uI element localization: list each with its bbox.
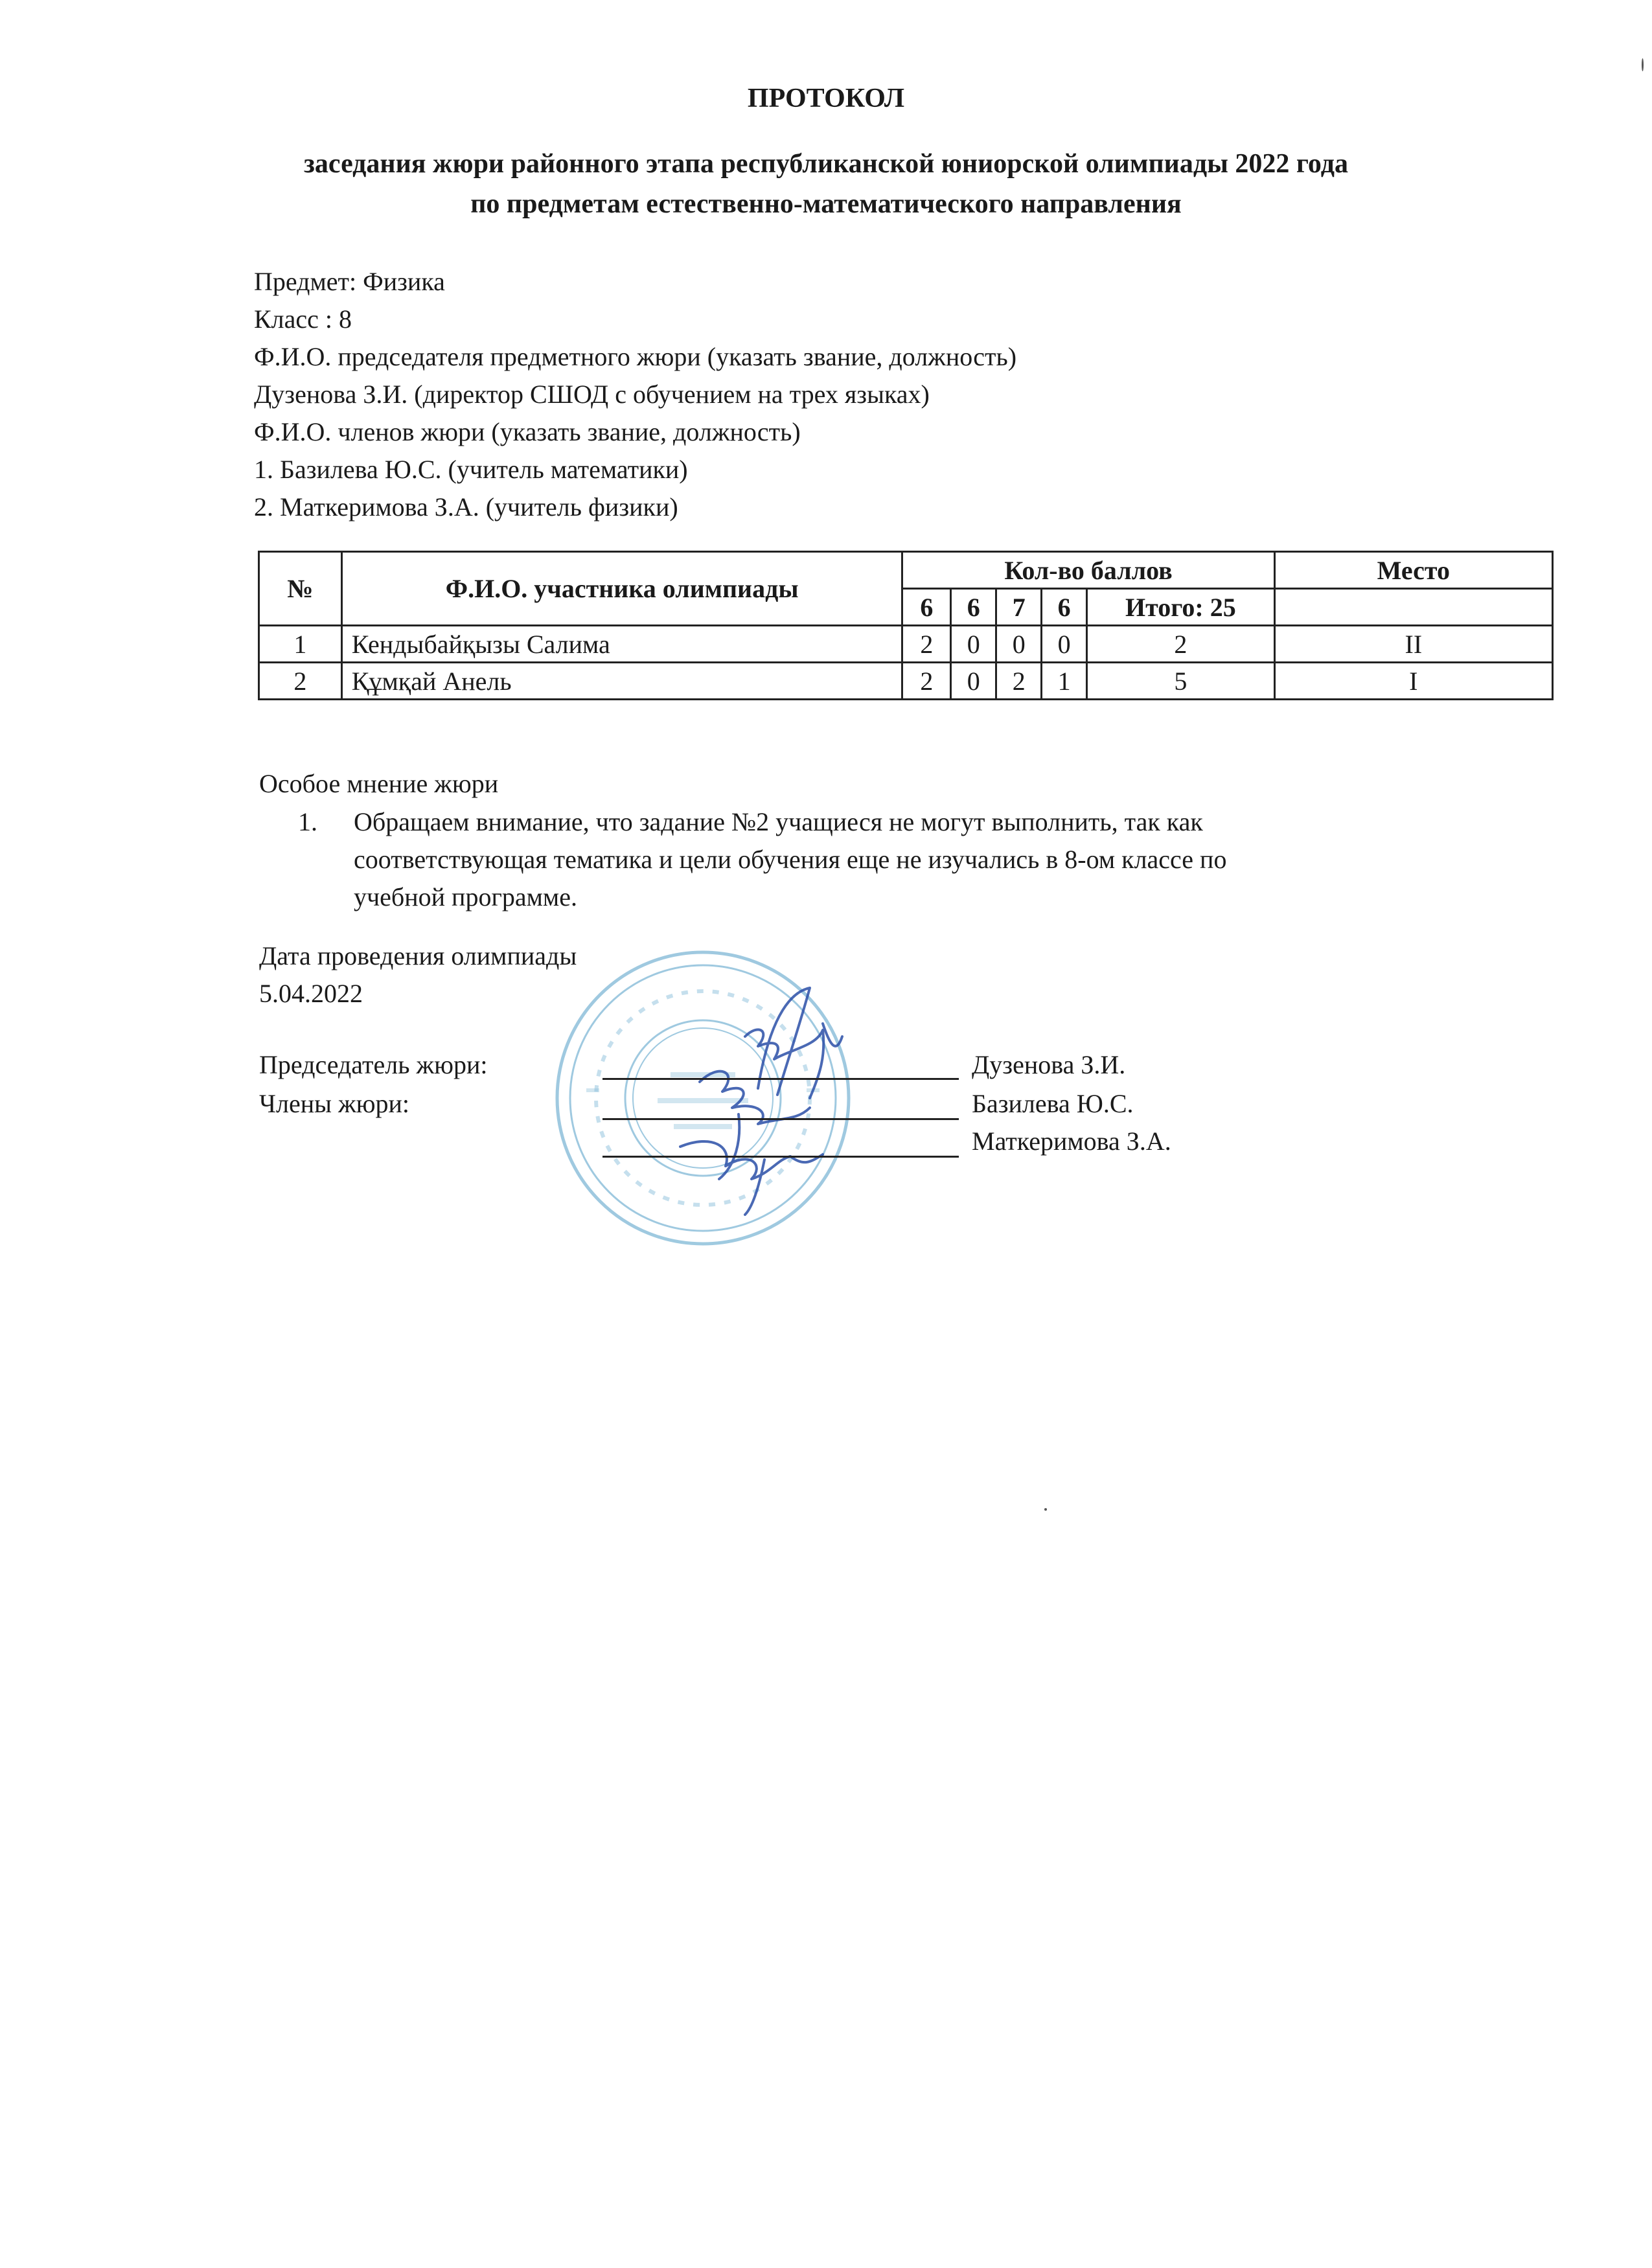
score-3: 0 — [996, 626, 1042, 663]
participant-name: Кендыбайқызы Салима — [341, 626, 902, 663]
header-total: Итого: 25 — [1087, 589, 1275, 626]
row-num: 1 — [259, 626, 342, 663]
table-row — [259, 663, 1553, 700]
chair-heading: Ф.И.О. председателя предметного жюри (указать звание, должность) — [254, 342, 1017, 371]
task-max-2: 6 — [951, 589, 996, 626]
task-max-3: 7 — [996, 589, 1042, 626]
score-1: 2 — [902, 663, 951, 700]
document-subtitle — [0, 144, 1652, 224]
results-table — [258, 551, 1554, 700]
opinion-label: Особое мнение жюри — [259, 769, 499, 798]
protocol-meta — [254, 263, 1016, 526]
member1-signature-line — [602, 1118, 959, 1120]
opinion-list — [298, 803, 1503, 916]
scan-speck — [1044, 1508, 1047, 1511]
chair-signature-label: Председатель жюри: — [259, 1050, 488, 1079]
table-row — [259, 626, 1553, 663]
opinion-item-number: 1. — [298, 807, 317, 836]
score-1: 2 — [902, 626, 951, 663]
score-3: 2 — [996, 663, 1042, 700]
score-2: 0 — [951, 663, 996, 700]
opinion-line-2: соответствующая тематика и цели обучения еще не изучались в 8-ом классе по — [354, 845, 1227, 874]
members-heading: Ф.И.О. членов жюри (указать звание, должность) — [254, 417, 801, 446]
place: I — [1274, 663, 1552, 700]
opinion-line-3: учебной программе. — [354, 882, 577, 911]
participant-name: Құмқай Анель — [341, 663, 902, 700]
score-total: 5 — [1087, 663, 1275, 700]
score-4: 0 — [1042, 626, 1087, 663]
score-4: 1 — [1042, 663, 1087, 700]
chair: Дузенова З.И. (директор СШОД с обучением на трех языках) — [254, 380, 930, 409]
header-place: Место — [1274, 552, 1552, 589]
member2-signature-line — [602, 1156, 959, 1158]
chair-signature-line — [602, 1078, 959, 1080]
header-num: № — [259, 552, 342, 626]
member-2: 2. Маткеримова З.А. (учитель физики) — [254, 492, 678, 521]
task-max-1: 6 — [902, 589, 951, 626]
subtitle-line-1: заседания жюри районного этапа республиканской юниорской олимпиады 2022 года — [304, 149, 1348, 179]
date-value: 5.04.2022 — [259, 979, 363, 1008]
member1-name: Базилева Ю.С. — [972, 1089, 1134, 1118]
header-place-blank — [1274, 589, 1552, 626]
header-name: Ф.И.О. участника олимпиады — [341, 552, 902, 626]
handwritten-signatures — [661, 985, 907, 1218]
header-scores: Кол-во баллов — [902, 552, 1274, 589]
list-item — [298, 803, 1503, 916]
document-title: ПРОТОКОЛ — [747, 84, 905, 113]
opinion-item-text — [354, 803, 1503, 916]
chair-name: Дузенова З.И. — [972, 1050, 1126, 1079]
task-max-4: 6 — [1042, 589, 1087, 626]
score-total: 2 — [1087, 626, 1275, 663]
row-num: 2 — [259, 663, 342, 700]
place: II — [1274, 626, 1552, 663]
member-1: 1. Базилева Ю.С. (учитель математики) — [254, 455, 688, 484]
member2-name: Маткеримова З.А. — [972, 1127, 1171, 1156]
members-signature-label: Члены жюри: — [259, 1089, 410, 1118]
scan-speck — [1642, 58, 1644, 71]
date-label: Дата проведения олимпиады — [259, 941, 577, 970]
subtitle-line-2: по предметам естественно-математического направления — [470, 189, 1182, 219]
class: Класс : 8 — [254, 304, 352, 334]
opinion-line-1: Обращаем внимание, что задание №2 учащиеся не могут выполнить, так как — [354, 807, 1203, 836]
score-2: 0 — [951, 626, 996, 663]
subject: Предмет: Физика — [254, 267, 445, 296]
